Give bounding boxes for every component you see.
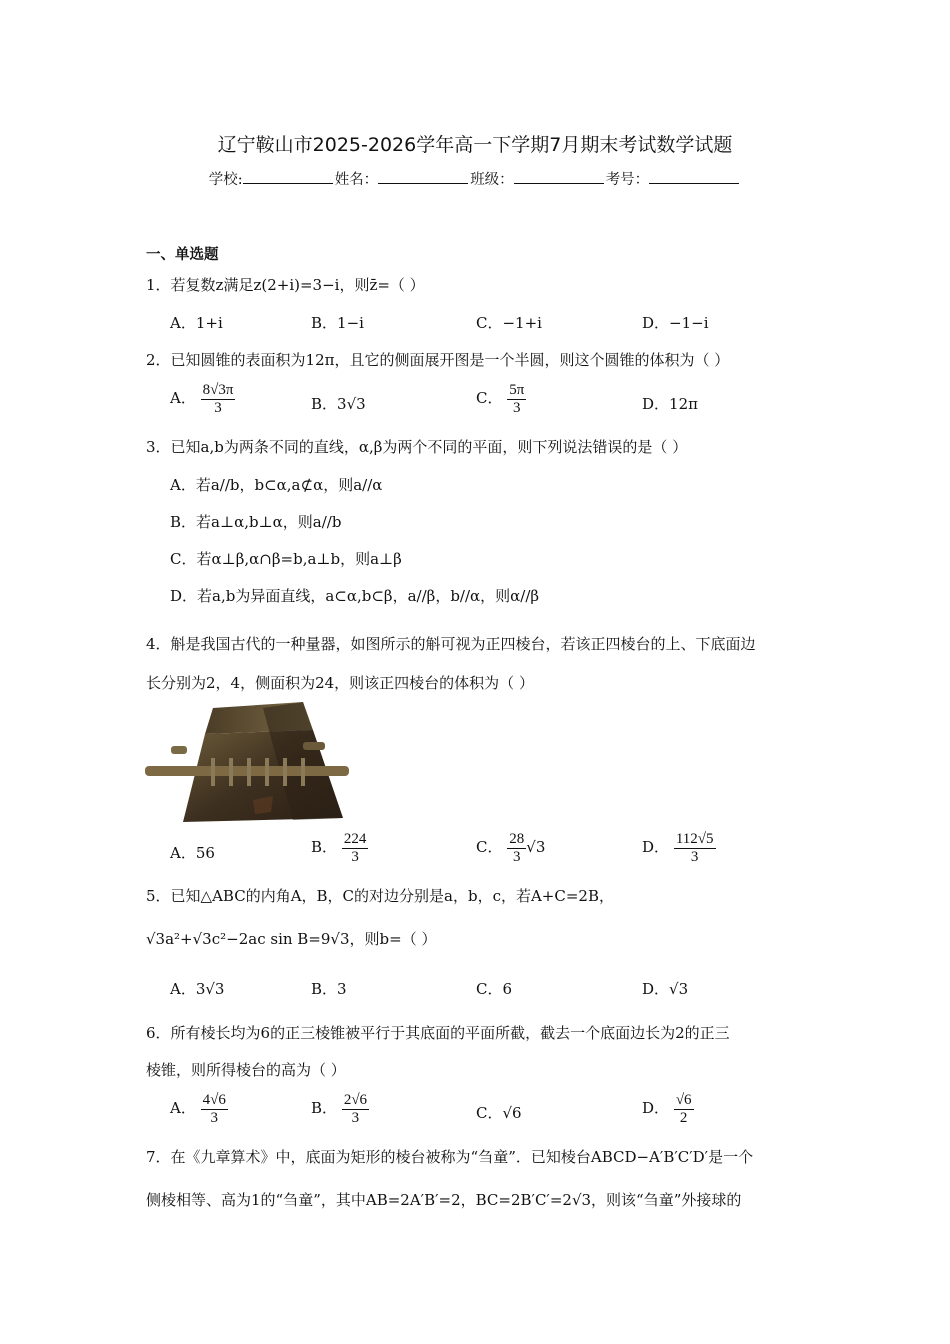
fraction-numerator: 4√6: [202, 1092, 226, 1108]
question-2-stem: 2．已知圆锥的表面积为12π，且它的侧面展开图是一个半圆，则这个圆锥的体积为（ ）: [146, 351, 730, 369]
fraction-numerator: √6: [675, 1092, 692, 1108]
fraction-denominator: 2: [679, 1109, 688, 1126]
q4-option-d-fraction: [674, 831, 716, 865]
fraction-numerator: 28: [509, 831, 525, 847]
fraction-numerator: 2√6: [343, 1092, 368, 1108]
question-4-stem-cont: 长分别为2，4，侧面积为24，则该正四棱台的体积为（ ）: [146, 674, 534, 692]
q2-option-a-fraction: [201, 382, 236, 416]
q6-option-b-fraction: [342, 1092, 369, 1126]
fraction-denominator: 3: [690, 848, 699, 865]
question-3-stem: 3．已知a,b为两条不同的直线，α,β为两个不同的平面，则下列说法错误的是（ ）: [146, 438, 688, 456]
question-1-stem: 1．若复数z满足z(2+i)=3−i，则z̄=（ ）: [146, 276, 425, 294]
question-6-stem-cont: 棱锥，则所得棱台的高为（ ）: [146, 1061, 346, 1079]
q1-option-d: D．−1−i: [642, 314, 709, 332]
q6-option-d-label: D．: [642, 1099, 670, 1117]
q3-option-a: A．若a//b，b⊂α,a⊄α，则a//α: [170, 476, 383, 494]
student-info-line: [0, 168, 950, 189]
school-label: 学校:: [208, 172, 243, 188]
page-title: 辽宁鞍山市2025-2026学年高一下学期7月期末考试数学试题: [217, 134, 733, 156]
question-6-stem: 6．所有棱长均为6的正三棱锥被平行于其底面的平面所截，截去一个底面边长为2的正三: [146, 1024, 730, 1042]
q2-option-a-label: A．: [170, 389, 196, 407]
question-7-stem-cont: 侧棱相等、高为1的“刍童”，其中AB=2A′B′=2，BC=2B′C′=2√3，则该“刍童”外接球的: [146, 1191, 742, 1209]
class-label: 班级：: [470, 172, 514, 188]
q5-option-a: A．3√3: [170, 980, 225, 998]
q4-option-b: [311, 831, 368, 865]
name-blank[interactable]: [378, 169, 468, 184]
question-5-stem-cont: √3a²+√3c²−2ac sin B=9√3，则b=（ ）: [146, 930, 437, 948]
q3-option-c: C．若α⊥β,α∩β=b,a⊥b，则a⊥β: [170, 550, 402, 568]
fraction-numerator: 5π: [509, 382, 525, 398]
name-label: 姓名：: [334, 172, 379, 188]
fraction-numerator: 224: [343, 831, 367, 847]
q2-option-c-label: C．: [476, 389, 503, 407]
q5-option-d: D．√3: [642, 980, 689, 998]
q1-option-b: B．1−i: [311, 314, 364, 332]
fraction-denominator: 3: [351, 848, 359, 865]
q4-option-b-fraction: [342, 831, 369, 865]
q4-option-b-label: B．: [311, 838, 338, 856]
number-blank[interactable]: [649, 169, 739, 184]
q4-option-c-label: C．: [476, 838, 503, 856]
q2-option-c: [476, 382, 526, 416]
q2-option-a: [170, 382, 235, 416]
q6-option-b-label: B．: [311, 1099, 338, 1117]
q2-option-b: B．3√3: [311, 395, 366, 413]
question-7-stem: 7．在《九章算术》中，底面为矩形的棱台被称为“刍童”．已知棱台ABCD−A′B′C′D′是一个: [146, 1148, 754, 1166]
q2-option-d: D．12π: [642, 395, 698, 413]
q5-option-b: B．3: [311, 980, 347, 998]
q4-option-a: A．56: [170, 844, 215, 862]
q3-option-b: B．若a⊥α,b⊥α，则a//b: [170, 513, 342, 531]
fraction-denominator: 3: [210, 1109, 218, 1126]
hu-vessel-image: [143, 700, 353, 824]
q6-option-b: [311, 1092, 369, 1126]
school-blank[interactable]: [243, 169, 333, 184]
fraction-denominator: 3: [513, 399, 521, 416]
question-4-stem: 4．斛是我国古代的一种量器，如图所示的斛可视为正四棱台，若该正四棱台的上、下底面边: [146, 635, 756, 653]
fraction-denominator: 3: [214, 399, 222, 416]
fraction-numerator: 8√3π: [202, 382, 234, 398]
q4-option-d: [642, 831, 716, 865]
q6-option-a: [170, 1092, 228, 1126]
q3-option-d: D．若a,b为异面直线，a⊂α,b⊂β，a//β，b//α，则α//β: [170, 587, 540, 605]
q6-option-a-fraction: [201, 1092, 228, 1126]
q1-option-c: C．−1+i: [476, 314, 542, 332]
fraction-numerator: 112√5: [675, 831, 714, 847]
class-blank[interactable]: [514, 169, 604, 184]
q2-option-c-fraction: [507, 382, 526, 416]
fraction-denominator: 3: [513, 848, 521, 865]
section-heading: 一、单选题: [146, 247, 219, 263]
q6-option-d-fraction: [674, 1092, 694, 1126]
q5-option-c: C．6: [476, 980, 513, 998]
fraction-denominator: 3: [351, 1109, 360, 1126]
q1-option-a: A．1+i: [170, 314, 223, 332]
q4-option-c-fraction: [507, 831, 526, 865]
question-5-stem: 5．已知△ABC的内角A，B，C的对边分别是a，b，c，若A+C=2B，: [146, 887, 614, 905]
q4-option-d-label: D．: [642, 838, 670, 856]
q6-option-a-label: A．: [170, 1099, 196, 1117]
q4-option-c: [476, 831, 545, 865]
q6-option-c: C．√6: [476, 1104, 522, 1122]
q4-option-c-root: √3: [526, 838, 546, 856]
q6-option-d: [642, 1092, 694, 1126]
number-label: 考号：: [605, 172, 650, 188]
